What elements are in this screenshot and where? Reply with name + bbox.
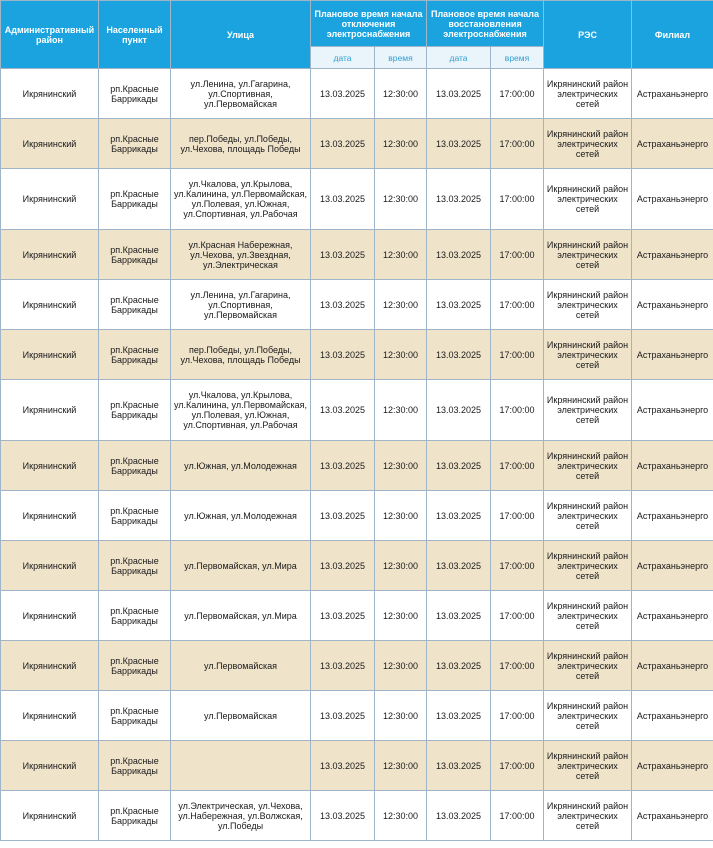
- col-header-outage-end: Плановое время начала восстановления электроснабжения: [427, 1, 544, 47]
- cell-restore-date: 13.03.2025: [427, 119, 491, 169]
- cell-district: Икрянинский: [1, 591, 99, 641]
- cell-street: ул.Электрическая, ул.Чехова, ул.Набережная, ул.Волжская, ул.Победы: [171, 791, 311, 841]
- cell-branch: Астраханьэнерго: [632, 230, 713, 280]
- table-row: [1, 641, 713, 691]
- cell-restore-time: 17:00:00: [491, 330, 544, 380]
- table-row: [1, 691, 713, 741]
- cell-restore-date: 13.03.2025: [427, 791, 491, 841]
- cell-locality: рп.Красные Баррикады: [99, 641, 171, 691]
- cell-restore-time: 17:00:00: [491, 591, 544, 641]
- cell-restore-time: 17:00:00: [491, 280, 544, 330]
- table-row: [1, 591, 713, 641]
- cell-outage-start-date: 13.03.2025: [311, 741, 375, 791]
- cell-street: ул.Первомайская: [171, 641, 311, 691]
- cell-street: ул.Чкалова, ул.Крылова, ул.Калинина, ул.Первомайская, ул.Полевая, ул.Южная, ул.Спортивная, ул.Рабочая: [171, 169, 311, 230]
- cell-outage-start-date: 13.03.2025: [311, 169, 375, 230]
- table-row: [1, 330, 713, 380]
- cell-outage-start-time: 12:30:00: [375, 741, 427, 791]
- cell-restore-time: 17:00:00: [491, 230, 544, 280]
- cell-outage-start-date: 13.03.2025: [311, 380, 375, 441]
- table-row: [1, 280, 713, 330]
- table-row: [1, 69, 713, 119]
- table-row: [1, 741, 713, 791]
- cell-district: Икрянинский: [1, 119, 99, 169]
- cell-street: пер.Победы, ул.Победы, ул.Чехова, площадь Победы: [171, 119, 311, 169]
- cell-locality: рп.Красные Баррикады: [99, 741, 171, 791]
- cell-res: Икрянинский район электрических сетей: [544, 441, 632, 491]
- cell-res: Икрянинский район электрических сетей: [544, 491, 632, 541]
- col-header-locality: Населенный пункт: [99, 1, 171, 69]
- cell-branch: Астраханьэнерго: [632, 591, 713, 641]
- cell-locality: рп.Красные Баррикады: [99, 330, 171, 380]
- cell-restore-date: 13.03.2025: [427, 491, 491, 541]
- cell-district: Икрянинский: [1, 280, 99, 330]
- cell-branch: Астраханьэнерго: [632, 741, 713, 791]
- table-row: [1, 441, 713, 491]
- cell-res: Икрянинский район электрических сетей: [544, 380, 632, 441]
- cell-res: Икрянинский район электрических сетей: [544, 280, 632, 330]
- cell-branch: Астраханьэнерго: [632, 791, 713, 841]
- cell-street: ул.Чкалова, ул.Крылова, ул.Калинина, ул.Первомайская, ул.Полевая, ул.Южная, ул.Спортивная, ул.Рабочая: [171, 380, 311, 441]
- cell-street: ул.Красная Набережная, ул.Чехова, ул.Звездная, ул.Электрическая: [171, 230, 311, 280]
- cell-locality: рп.Красные Баррикады: [99, 69, 171, 119]
- cell-branch: Астраханьэнерго: [632, 119, 713, 169]
- table-row: [1, 791, 713, 841]
- cell-branch: Астраханьэнерго: [632, 541, 713, 591]
- cell-restore-date: 13.03.2025: [427, 169, 491, 230]
- cell-restore-date: 13.03.2025: [427, 230, 491, 280]
- cell-restore-time: 17:00:00: [491, 641, 544, 691]
- cell-restore-date: 13.03.2025: [427, 380, 491, 441]
- cell-res: Икрянинский район электрических сетей: [544, 69, 632, 119]
- cell-res: Икрянинский район электрических сетей: [544, 169, 632, 230]
- cell-locality: рп.Красные Баррикады: [99, 491, 171, 541]
- subheader-time-end: время: [491, 47, 544, 69]
- table-row: [1, 541, 713, 591]
- cell-restore-date: 13.03.2025: [427, 330, 491, 380]
- cell-restore-time: 17:00:00: [491, 691, 544, 741]
- cell-branch: Астраханьэнерго: [632, 641, 713, 691]
- cell-restore-date: 13.03.2025: [427, 741, 491, 791]
- cell-branch: Астраханьэнерго: [632, 380, 713, 441]
- cell-restore-time: 17:00:00: [491, 491, 544, 541]
- cell-outage-start-time: 12:30:00: [375, 280, 427, 330]
- cell-street: ул.Южная, ул.Молодежная: [171, 491, 311, 541]
- cell-outage-start-time: 12:30:00: [375, 791, 427, 841]
- cell-restore-time: 17:00:00: [491, 791, 544, 841]
- cell-district: Икрянинский: [1, 380, 99, 441]
- cell-district: Икрянинский: [1, 541, 99, 591]
- cell-outage-start-date: 13.03.2025: [311, 491, 375, 541]
- cell-outage-start-time: 12:30:00: [375, 441, 427, 491]
- cell-outage-start-time: 12:30:00: [375, 641, 427, 691]
- cell-outage-start-time: 12:30:00: [375, 491, 427, 541]
- cell-restore-date: 13.03.2025: [427, 541, 491, 591]
- cell-restore-time: 17:00:00: [491, 741, 544, 791]
- cell-outage-start-date: 13.03.2025: [311, 280, 375, 330]
- col-header-district: Административный район: [1, 1, 99, 69]
- cell-locality: рп.Красные Баррикады: [99, 380, 171, 441]
- cell-restore-time: 17:00:00: [491, 380, 544, 441]
- subheader-date-start: дата: [311, 47, 375, 69]
- cell-outage-start-time: 12:30:00: [375, 330, 427, 380]
- cell-locality: рп.Красные Баррикады: [99, 169, 171, 230]
- cell-branch: Астраханьэнерго: [632, 280, 713, 330]
- cell-res: Икрянинский район электрических сетей: [544, 230, 632, 280]
- cell-outage-start-date: 13.03.2025: [311, 691, 375, 741]
- cell-outage-start-time: 12:30:00: [375, 69, 427, 119]
- cell-outage-start-date: 13.03.2025: [311, 591, 375, 641]
- cell-res: Икрянинский район электрических сетей: [544, 330, 632, 380]
- cell-outage-start-time: 12:30:00: [375, 591, 427, 641]
- cell-district: Икрянинский: [1, 330, 99, 380]
- table-row: [1, 491, 713, 541]
- subheader-time-start: время: [375, 47, 427, 69]
- cell-outage-start-date: 13.03.2025: [311, 119, 375, 169]
- table-header-row: [1, 1, 713, 47]
- cell-locality: рп.Красные Баррикады: [99, 230, 171, 280]
- table-row: [1, 119, 713, 169]
- cell-branch: Астраханьэнерго: [632, 169, 713, 230]
- table-row: [1, 230, 713, 280]
- cell-district: Икрянинский: [1, 791, 99, 841]
- cell-outage-start-date: 13.03.2025: [311, 69, 375, 119]
- cell-restore-time: 17:00:00: [491, 119, 544, 169]
- cell-locality: рп.Красные Баррикады: [99, 441, 171, 491]
- cell-district: Икрянинский: [1, 691, 99, 741]
- cell-district: Икрянинский: [1, 230, 99, 280]
- cell-restore-time: 17:00:00: [491, 541, 544, 591]
- cell-street: ул.Первомайская, ул.Мира: [171, 541, 311, 591]
- cell-res: Икрянинский район электрических сетей: [544, 741, 632, 791]
- cell-locality: рп.Красные Баррикады: [99, 591, 171, 641]
- cell-restore-date: 13.03.2025: [427, 69, 491, 119]
- cell-outage-start-date: 13.03.2025: [311, 641, 375, 691]
- col-header-res: РЭС: [544, 1, 632, 69]
- cell-restore-date: 13.03.2025: [427, 280, 491, 330]
- cell-locality: рп.Красные Баррикады: [99, 119, 171, 169]
- cell-district: Икрянинский: [1, 491, 99, 541]
- cell-district: Икрянинский: [1, 741, 99, 791]
- cell-outage-start-time: 12:30:00: [375, 380, 427, 441]
- cell-district: Икрянинский: [1, 169, 99, 230]
- cell-outage-start-date: 13.03.2025: [311, 791, 375, 841]
- cell-restore-time: 17:00:00: [491, 441, 544, 491]
- cell-street: ул.Ленина, ул.Гагарина, ул.Спортивная, ул.Первомайская: [171, 69, 311, 119]
- cell-branch: Астраханьэнерго: [632, 491, 713, 541]
- cell-res: Икрянинский район электрических сетей: [544, 119, 632, 169]
- cell-locality: рп.Красные Баррикады: [99, 280, 171, 330]
- table-body: [1, 69, 713, 841]
- cell-outage-start-time: 12:30:00: [375, 541, 427, 591]
- cell-street: ул.Ленина, ул.Гагарина, ул.Спортивная, ул.Первомайская: [171, 280, 311, 330]
- cell-res: Икрянинский район электрических сетей: [544, 591, 632, 641]
- col-header-outage-start: Плановое время начала отключения электроснабжения: [311, 1, 427, 47]
- cell-branch: Астраханьэнерго: [632, 441, 713, 491]
- cell-res: Икрянинский район электрических сетей: [544, 791, 632, 841]
- cell-outage-start-time: 12:30:00: [375, 691, 427, 741]
- cell-locality: рп.Красные Баррикады: [99, 541, 171, 591]
- cell-street: ул.Первомайская, ул.Мира: [171, 591, 311, 641]
- cell-district: Икрянинский: [1, 641, 99, 691]
- cell-restore-date: 13.03.2025: [427, 691, 491, 741]
- subheader-date-end: дата: [427, 47, 491, 69]
- cell-district: Икрянинский: [1, 441, 99, 491]
- cell-restore-date: 13.03.2025: [427, 591, 491, 641]
- cell-outage-start-time: 12:30:00: [375, 119, 427, 169]
- cell-branch: Астраханьэнерго: [632, 691, 713, 741]
- cell-res: Икрянинский район электрических сетей: [544, 541, 632, 591]
- cell-street: пер.Победы, ул.Победы, ул.Чехова, площадь Победы: [171, 330, 311, 380]
- cell-restore-date: 13.03.2025: [427, 641, 491, 691]
- table-row: [1, 169, 713, 230]
- cell-street: ул.Южная, ул.Молодежная: [171, 441, 311, 491]
- cell-locality: рп.Красные Баррикады: [99, 791, 171, 841]
- cell-outage-start-time: 12:30:00: [375, 169, 427, 230]
- cell-district: Икрянинский: [1, 69, 99, 119]
- cell-outage-start-date: 13.03.2025: [311, 330, 375, 380]
- cell-street: [171, 741, 311, 791]
- cell-outage-start-date: 13.03.2025: [311, 230, 375, 280]
- col-header-street: Улица: [171, 1, 311, 69]
- col-header-branch: Филиал: [632, 1, 713, 69]
- cell-branch: Астраханьэнерго: [632, 330, 713, 380]
- cell-res: Икрянинский район электрических сетей: [544, 641, 632, 691]
- cell-outage-start-time: 12:30:00: [375, 230, 427, 280]
- cell-res: Икрянинский район электрических сетей: [544, 691, 632, 741]
- cell-branch: Астраханьэнерго: [632, 69, 713, 119]
- cell-outage-start-date: 13.03.2025: [311, 441, 375, 491]
- table-row: [1, 380, 713, 441]
- cell-restore-time: 17:00:00: [491, 169, 544, 230]
- cell-street: ул.Первомайская: [171, 691, 311, 741]
- cell-restore-time: 17:00:00: [491, 69, 544, 119]
- cell-locality: рп.Красные Баррикады: [99, 691, 171, 741]
- cell-restore-date: 13.03.2025: [427, 441, 491, 491]
- cell-outage-start-date: 13.03.2025: [311, 541, 375, 591]
